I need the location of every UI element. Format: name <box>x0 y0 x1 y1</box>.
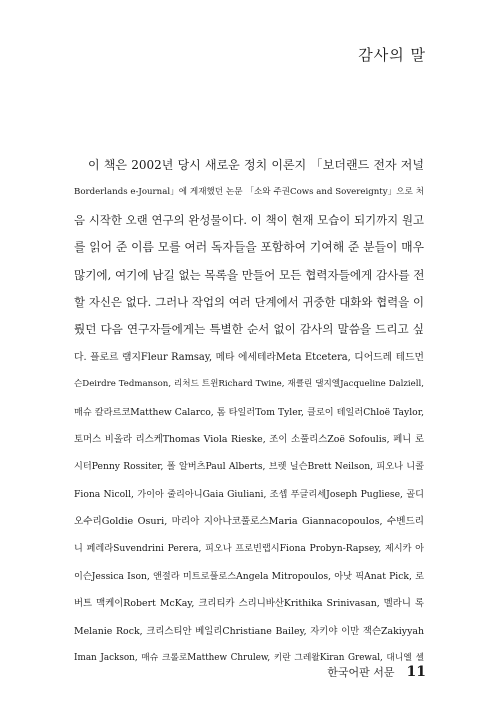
body-text <box>74 152 424 672</box>
page-header-title: 감사의 말 <box>358 46 426 64</box>
text-line: 할 자신은 없다. 그러나 작업의 여러 단계에서 귀중한 대화와 협력을 이 <box>74 294 424 309</box>
text-line: 슨Deirdre Tedmanson, 리처드 트윈Richard Twine, 재클린 댈지엘Jacqueline Dalziell, <box>74 379 424 390</box>
footer-section-label: 한국어판 서문 <box>327 666 395 679</box>
text-line: 많기에, 여기에 남길 없는 목록을 만들어 모든 협력자들에게 감사를 전 <box>74 267 424 282</box>
text-line: 토머스 비올라 리스케Thomas Viola Rieske, 조이 소풀리스Zoë Sofoulis, 페니 로 <box>74 433 424 445</box>
text-line: 시터Penny Rossiter, 폴 알버츠Paul Alberts, 브렛 닐슨Brett Neilson, 피오나 니콜 <box>74 461 424 473</box>
text-line: 뤘던 다음 연구자들에게는 특별한 순서 없이 감사의 말씀을 드리고 싶 <box>74 322 424 337</box>
text-line: 오수리Goldie Osuri, 마리아 지아나코풀로스Maria Giannacopoulos, 수벤드리 <box>74 516 424 528</box>
text-line: 를 읽어 준 이름 모를 여러 독자들을 포함하여 기여해 준 분들이 매우 <box>74 240 424 255</box>
text-line: 매슈 칼라르코Matthew Calarco, 톰 타일러Tom Tyler, 클로이 테일러Chloë Taylor, <box>74 406 424 418</box>
text-line: Melanie Rock, 크리스티안 베일리Christiane Bailey, 자키야 이만 잭슨Zakiyyah <box>74 625 424 637</box>
text-line: 음 시작한 오랜 연구의 완성물이다. 이 책이 현재 모습이 되기까지 원고 <box>74 212 424 227</box>
text-line: 다. 플로르 램지Fleur Ramsay, 메타 에세테라Meta Etcetera, 디어드레 테드먼 <box>74 351 424 363</box>
page-footer <box>327 664 426 680</box>
text-line: 버트 맥케이Robert McKay, 크리티카 스리니바산Krithika Srinivasan, 멜라니 록 <box>74 598 424 610</box>
text-line: Iman Jackson, 매슈 크롤로Matthew Chrulew, 키란 그레왈Kiran Grewal, 대니엘 셀 <box>74 653 424 664</box>
text-line: 니 페레라Suvendrini Perera, 피오나 프로빈랩시Fiona Probyn-Rapsey, 제시카 아 <box>74 543 424 555</box>
text-line: 이 책은 2002년 당시 새로운 정치 이론지 「보더랜드 전자 저널 <box>88 158 424 172</box>
text-line: 이슨Jessica Ison, 앤절라 미트로풀로스Angela Mitropoulos, 아낫 픽Anat Pick, 로 <box>74 570 424 582</box>
text-line: Borderlands e-Journal」에 게재했던 논문 「소와 주권Cows and Sovereignty」으로 처 <box>74 187 424 198</box>
page-number: 11 <box>406 664 426 680</box>
text-line: Fiona Nicoll, 가이아 줄리아니Gaia Giuliani, 조셉 푸글리세Joseph Pugliese, 골디 <box>74 488 424 500</box>
